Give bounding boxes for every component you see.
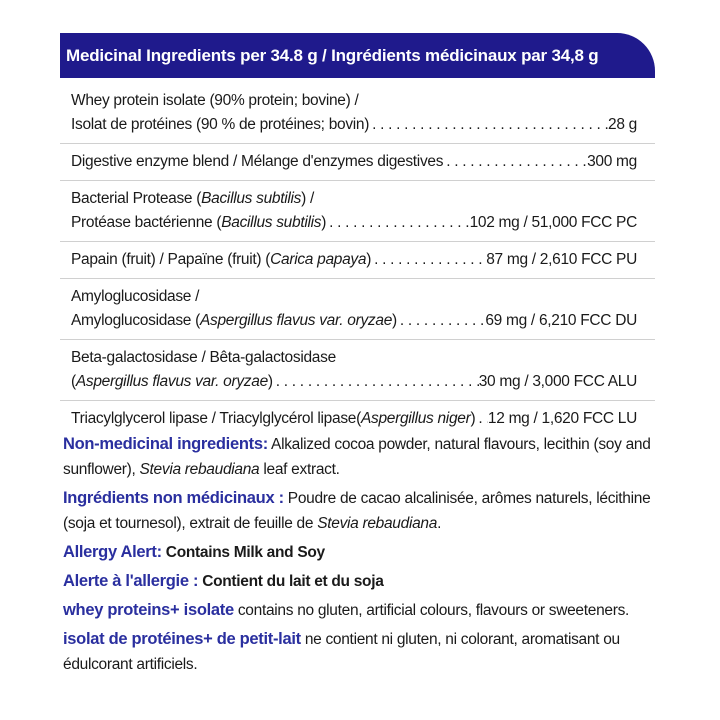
ingredient-name: Beta-galactosidase / Bêta-galactosidase: [71, 349, 336, 366]
header-title: Medicinal Ingredients per 34.8 g / Ingrédients médicinaux par 34,8 g: [66, 45, 599, 65]
section-label: Alerte à l'allergie :: [63, 572, 199, 590]
ingredient-name: Papain (fruit) / Papaïne (fruit) (Carica papaya): [71, 251, 372, 268]
ingredient-amount: 30 mg / 3,000 FCC ALU: [478, 373, 637, 390]
free-from-statement-en: whey proteins+ isolate contains no gluten, artificial colours, flavours or sweeteners.: [63, 601, 630, 619]
ingredient-row: [60, 83, 655, 144]
leader-dots: [273, 370, 479, 394]
free-from-statement-fr: isolat de protéines+ de petit-lait ne contient ni gluten, ni colorant, aromatisant ou édulcorant artificiels.: [63, 630, 620, 673]
leader-dots: [397, 309, 485, 333]
ingredient-name: Bacterial Protease (Bacillus subtilis) /: [71, 190, 314, 207]
ingredient-name: Whey protein isolate (90% protein; bovine) /: [71, 92, 359, 109]
ingredient-name: Amyloglucosidase (Aspergillus flavus var. oryzae): [71, 312, 397, 329]
ingredient-row: [60, 242, 655, 279]
ingredient-amount: 300 mg: [587, 153, 637, 170]
ingredient-name: Digestive enzyme blend / Mélange d'enzymes digestives: [71, 153, 444, 170]
ingredient-row: [60, 181, 655, 242]
leader-dots: [475, 407, 488, 431]
leader-dots: [371, 248, 486, 272]
leader-dots: [443, 150, 587, 174]
allergy-alert-en: Allergy Alert: Contains Milk and Soy: [63, 543, 325, 561]
section-label: isolat de protéines+ de petit-lait: [63, 630, 301, 648]
ingredient-amount: 12 mg / 1,620 FCC LU: [487, 410, 637, 427]
ingredient-name: (Aspergillus flavus var. oryzae): [71, 373, 273, 390]
ingredient-row: [60, 279, 655, 340]
section-label: Allergy Alert:: [63, 543, 162, 561]
ingredient-name: Protéase bactérienne (Bacillus subtilis): [71, 214, 327, 231]
ingredient-row: [60, 144, 655, 181]
ingredient-amount: 69 mg / 6,210 FCC DU: [485, 312, 637, 329]
non-medicinal-ingredients-fr: Ingrédients non médicinaux : Poudre de cacao alcalinisée, arômes naturels, lécithine (soja et tournesol), extrait de feuille de Stevia rebaudiana.: [63, 489, 651, 532]
ingredients-table: [60, 83, 655, 437]
ingredient-name: Triacylglycerol lipase / Triacylglycérol lipase(Aspergillus niger): [71, 410, 476, 427]
ingredient-amount: 87 mg / 2,610 FCC PU: [486, 251, 637, 268]
ingredient-amount: 102 mg / 51,000 FCC PC: [469, 214, 637, 231]
section-label: Non-medicinal ingredients:: [63, 435, 268, 453]
section-label: Ingrédients non médicinaux :: [63, 489, 284, 507]
leader-dots: [326, 211, 469, 235]
medicinal-ingredients-header: [60, 33, 655, 78]
ingredient-name: Amyloglucosidase /: [71, 288, 200, 305]
ingredient-amount: 28 g: [608, 116, 637, 133]
section-label: whey proteins+ isolate: [63, 601, 234, 619]
ingredient-row: [60, 340, 655, 401]
label-notes: [63, 432, 663, 681]
ingredient-name: Isolat de protéines (90 % de protéines; bovin): [71, 116, 370, 133]
non-medicinal-ingredients-en: Non-medicinal ingredients: Alkalized cocoa powder, natural flavours, lecithin (soy and sunflower), Stevia rebaudiana leaf extract.: [63, 435, 651, 478]
leader-dots: [369, 113, 608, 137]
allergy-alert-fr: Alerte à l'allergie : Contient du lait et du soja: [63, 572, 384, 590]
